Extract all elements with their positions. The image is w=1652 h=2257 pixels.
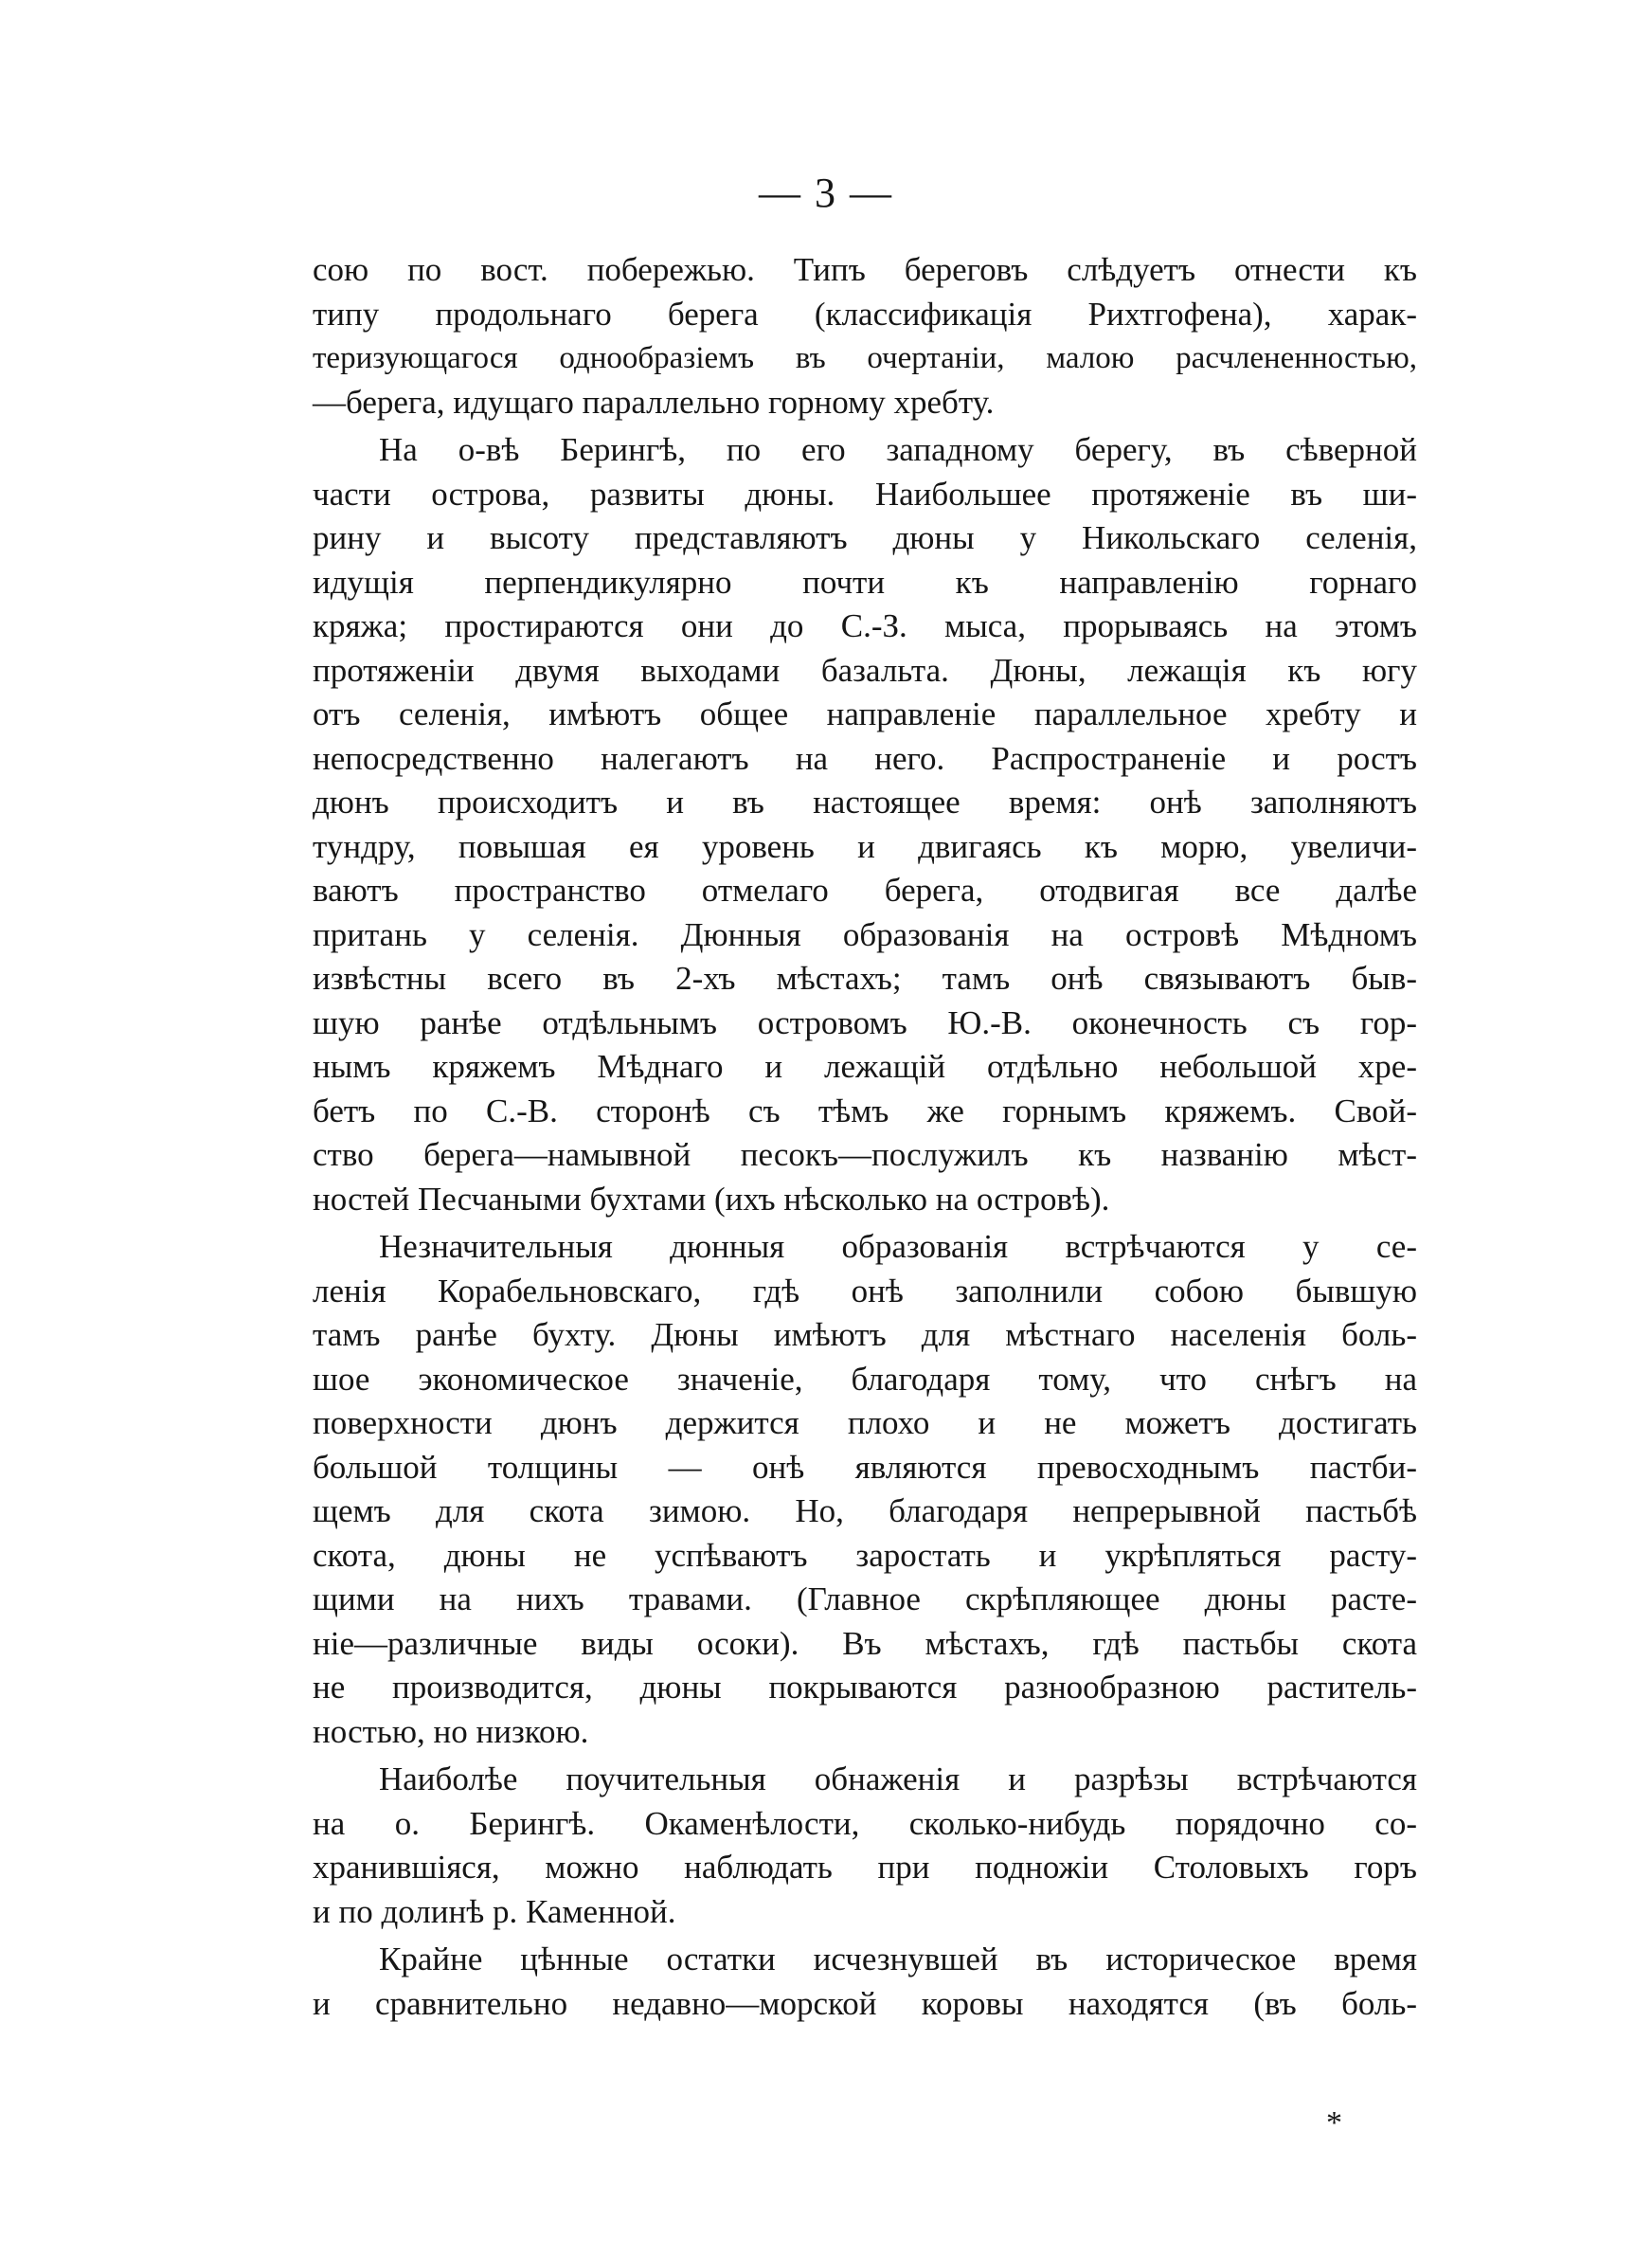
text-line: протяженіи двумя выходами базальта. Дюны, лежащія къ югу	[313, 651, 1417, 689]
text-body	[313, 248, 1417, 2026]
paragraph	[313, 248, 1417, 424]
text-line: скота, дюны не успѣваютъ заростать и укрѣпляться расту-	[313, 1536, 1417, 1574]
text-line: извѣстны всего въ 2-хъ мѣстахъ; тамъ онѣ связываютъ быв-	[313, 960, 1417, 997]
text-line: не производится, дюны покрываются разнообразною раститель-	[313, 1669, 1417, 1706]
text-line: части острова, развиты дюны. Наибольшее протяженіе въ ши-	[313, 475, 1417, 513]
text-line: типу продольнаго берега (классификація Рихтгофена), харак-	[313, 295, 1417, 333]
text-line: дюнъ происходитъ и въ настоящее время: онѣ заполняютъ	[313, 784, 1417, 821]
text-line: и по долинѣ р. Каменной.	[313, 1892, 676, 1930]
paragraph	[313, 1225, 1417, 1754]
text-line: тундру, повышая ея уровень и двигаясь къ морю, увеличи-	[313, 827, 1417, 865]
footnote-marker: *	[1326, 2105, 1342, 2140]
text-line: рину и высоту представляютъ дюны у Никольскаго селенія,	[313, 519, 1417, 556]
text-line: щемъ для скота зимою. Но, благодаря непрерывной пастьбѣ	[313, 1492, 1417, 1529]
text-line: На о-вѣ Берингѣ, по его западному берегу, въ сѣверной	[379, 431, 1417, 468]
text-line: щими на нихъ травами. (Главное скрѣпляющее дюны расте-	[313, 1580, 1417, 1617]
text-line: ностей Песчаными бухтами (ихъ нѣсколько на островѣ).	[313, 1180, 1110, 1218]
text-line: шое экономическое значеніе, благодаря тому, что снѣгъ на	[313, 1360, 1417, 1398]
text-line: Крайне цѣнные остатки исчезнувшей въ историческое время	[379, 1941, 1417, 1977]
page-number: — 3 —	[759, 170, 893, 216]
text-line: нымъ кряжемъ Мѣднаго и лежащій отдѣльно небольшой хре-	[313, 1048, 1417, 1085]
text-line: ство берега—намывной песокъ—послужилъ къ названію мѣст-	[313, 1136, 1417, 1173]
paragraph	[313, 428, 1417, 1221]
text-line: ваютъ пространство отмелаго берега, отодвигая все далѣе	[313, 872, 1417, 909]
text-line: хранившіяся, можно наблюдать при подножіи Столовыхъ горъ	[313, 1849, 1417, 1886]
text-line: кряжа; простираются они до С.-З. мыса, прорываясь на этомъ	[313, 607, 1417, 644]
text-line: бетъ по С.-В. сторонѣ съ тѣмъ же горнымъ кряжемъ. Свой-	[313, 1092, 1417, 1129]
paragraph	[313, 1758, 1417, 1934]
text-line: на о. Берингѣ. Окаменѣлости, сколько-нибудь порядочно со-	[313, 1804, 1417, 1842]
text-line: Незначительныя дюнныя образованія встрѣчаются у се-	[379, 1228, 1417, 1265]
text-line: идущія перпендикулярно почти къ направленію горнаго	[313, 563, 1417, 601]
text-line: тамъ ранѣе бухту. Дюны имѣютъ для мѣстнаго населенія боль-	[313, 1316, 1417, 1353]
text-line: ленія Корабельновскаго, гдѣ онѣ заполнили собою бывшую	[313, 1272, 1417, 1309]
text-line: ностью, но низкою.	[313, 1712, 589, 1750]
text-line: шую ранѣе отдѣльнымъ островомъ Ю.-В. оконечность съ гор-	[313, 1003, 1417, 1041]
text-line: притань у селенія. Дюнныя образованія на островѣ Мѣдномъ	[313, 915, 1417, 953]
paragraph	[313, 1938, 1417, 2026]
text-line: непосредственно налегаютъ на него. Распространеніе и ростъ	[313, 739, 1417, 777]
text-line: сою по вост. побережью. Типъ береговъ слѣдуетъ отнести къ	[313, 251, 1417, 288]
text-line: отъ селенія, имѣютъ общее направленіе параллельное хребту и	[313, 695, 1417, 732]
text-line: поверхности дюнъ держится плохо и не можетъ достигать	[313, 1404, 1417, 1441]
text-line: теризующагося однообразіемъ въ очертаніи, малою расчлененностью,	[313, 341, 1417, 375]
text-line: и сравнительно недавно—морской коровы находятся (въ боль-	[313, 1984, 1417, 2022]
text-line: большой толщины — онѣ являются превосходнымъ пастби-	[313, 1448, 1417, 1486]
text-line: ніе—различные виды осоки). Въ мѣстахъ, гдѣ пастьбы скота	[313, 1624, 1417, 1662]
text-line: Наиболѣе поучительныя обнаженія и разрѣзы встрѣчаются	[379, 1760, 1417, 1797]
text-line: —берега, идущаго параллельно горному хребту.	[313, 383, 995, 421]
